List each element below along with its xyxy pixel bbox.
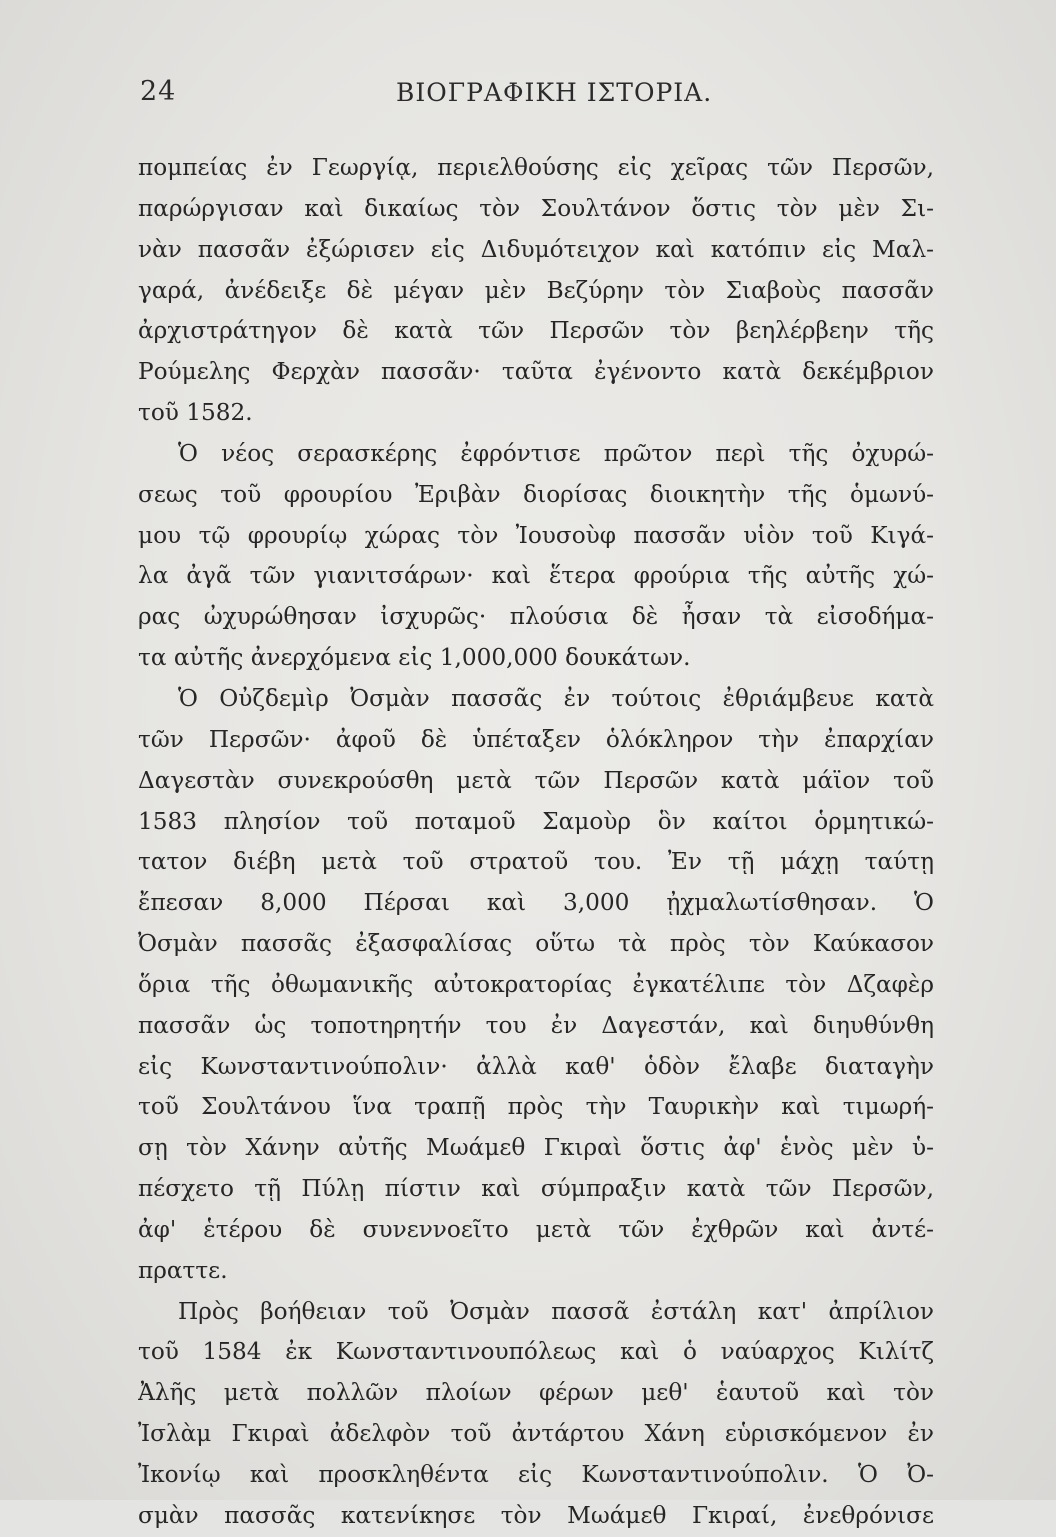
- body-text: [138, 148, 934, 1537]
- text-line: σμὰν πασσᾶς κατενίκησε τὸν Μωάμεθ Γκιραί, ἐνεθρόνισε: [138, 1501, 934, 1529]
- text-line: ἔπεσαν 8,000 Πέρσαι καὶ 3,000 ᾐχμαλωτίσθησαν. Ὁ: [138, 889, 934, 917]
- text-line: πραττε.: [138, 1256, 228, 1284]
- text-line: εἰς Κωνσταντινούπολιν· ἀλλὰ καθ' ὁδὸν ἔλαβε διαταγὴν: [138, 1052, 934, 1080]
- text-line: Ὁ νέος σερασκέρης ἐφρόντισε πρῶτον περὶ τῆς ὀχυρώ-: [178, 439, 934, 467]
- text-line: Ἀλῆς μετὰ πολλῶν πλοίων φέρων μεθ' ἑαυτοῦ καὶ τὸν: [138, 1379, 934, 1407]
- text-line: τοῦ 1584 ἐκ Κωνσταντινουπόλεως καὶ ὁ ναύαρχος Κιλίτζ: [138, 1338, 934, 1366]
- text-line: ἀφ' ἑτέρου δὲ συνεννοεῖτο μετὰ τῶν ἐχθρῶν καὶ ἀντέ-: [138, 1215, 934, 1243]
- text-line: Ρούμελης Φερχὰν πασσᾶν· ταῦτα ἐγένοντο κατὰ δεκέμβριον: [138, 358, 934, 386]
- text-line: γαρά, ἀνέδειξε δὲ μέγαν μὲν Βεζύρην τὸν Σιαβοὺς πασσᾶν: [138, 276, 934, 304]
- text-line: Ἰσλὰμ Γκιραὶ ἀδελφὸν τοῦ ἀντάρτου Χάνη εὑρισκόμενον ἐν: [138, 1420, 934, 1448]
- text-line: 1583 πλησίον τοῦ ποταμοῦ Σαμοὺρ ὃν καίτοι ὁρμητικώ-: [138, 807, 934, 835]
- page-header: [140, 76, 940, 116]
- text-line: ὅρια τῆς ὀθωμανικῆς αὐτοκρατορίας ἐγκατέλιπε τὸν Δζαφὲρ: [138, 970, 934, 998]
- text-line: Ἰκονίῳ καὶ προσκληθέντα εἰς Κωνσταντινούπολιν. Ὁ Ὀ-: [138, 1461, 934, 1488]
- text-line: τα αὐτῆς ἀνερχόμενα εἰς 1,000,000 δουκάτων.: [138, 644, 691, 672]
- text-line: παρώργισαν καὶ δικαίως τὸν Σουλτάνον ὅστις τὸν μὲν Σι-: [138, 194, 934, 222]
- text-line: τοῦ 1582.: [138, 399, 253, 427]
- text-line: πομπείας ἐν Γεωργίᾳ, περιελθούσης εἰς χεῖρας τῶν Περσῶν,: [138, 154, 934, 181]
- text-line: Ὁ Οὐζδεμὶρ Ὀσμὰν πασσᾶς ἐν τούτοις ἐθριάμβευε κατὰ: [178, 684, 934, 712]
- text-line: ρας ὠχυρώθησαν ἰσχυρῶς· πλούσια δὲ ἦσαν τὰ εἰσοδήμα-: [138, 603, 934, 631]
- running-head: ΒΙΟΓΡΑΦΙΚΗ ΙΣΤΟΡΙΑ.: [396, 78, 713, 107]
- text-line: πασσᾶν ὡς τοποτηρητήν του ἐν Δαγεστάν, καὶ διηυθύνθη: [138, 1011, 934, 1039]
- text-line: σῃ τὸν Χάνην αὐτῆς Μωάμεθ Γκιραὶ ὅστις ἀφ' ἑνὸς μὲν ὑ-: [138, 1134, 934, 1162]
- text-line: νὰν πασσᾶν ἐξώρισεν εἰς Διδυμότειχον καὶ κατόπιν εἰς Μαλ-: [138, 235, 934, 263]
- text-line: τατον διέβη μετὰ τοῦ στρατοῦ του. Ἐν τῇ μάχῃ ταύτῃ: [138, 848, 934, 876]
- text-line: Ὀσμὰν πασσᾶς ἐξασφαλίσας οὕτω τὰ πρὸς τὸν Καύκασον: [138, 930, 934, 958]
- text-line: πέσχετο τῇ Πύλῃ πίστιν καὶ σύμπραξιν κατὰ τῶν Περσῶν,: [138, 1175, 934, 1203]
- text-line: λα ἀγᾶ τῶν γιανιτσάρων· καὶ ἕτερα φρούρια τῆς αὐτῆς χώ-: [138, 562, 934, 590]
- text-line: ἀρχιστράτηγον δὲ κατὰ τῶν Περσῶν τὸν βεηλέρβεην τῆς: [138, 317, 934, 345]
- text-line: σεως τοῦ φρουρίου Ἐριβὰν διορίσας διοικητὴν τῆς ὁμωνύ-: [138, 480, 934, 508]
- text-line: τῶν Περσῶν· ἀφοῦ δὲ ὑπέταξεν ὁλόκληρον τὴν ἐπαρχίαν: [138, 725, 934, 753]
- text-line: Πρὸς βοήθειαν τοῦ Ὀσμὰν πασσᾶ ἐστάλη κατ' ἀπρίλιον: [178, 1297, 934, 1325]
- text-line: Δαγεστὰν συνεκρούσθη μετὰ τῶν Περσῶν κατὰ μάϊον τοῦ: [138, 766, 934, 794]
- text-line: μου τῷ φρουρίῳ χώρας τὸν Ἰουσοὺφ πασσᾶν υἱὸν τοῦ Κιγά-: [138, 521, 934, 549]
- text-line: τοῦ Σουλτάνου ἵνα τραπῇ πρὸς τὴν Ταυρικὴν καὶ τιμωρή-: [138, 1093, 934, 1121]
- page-number: 24: [140, 76, 177, 107]
